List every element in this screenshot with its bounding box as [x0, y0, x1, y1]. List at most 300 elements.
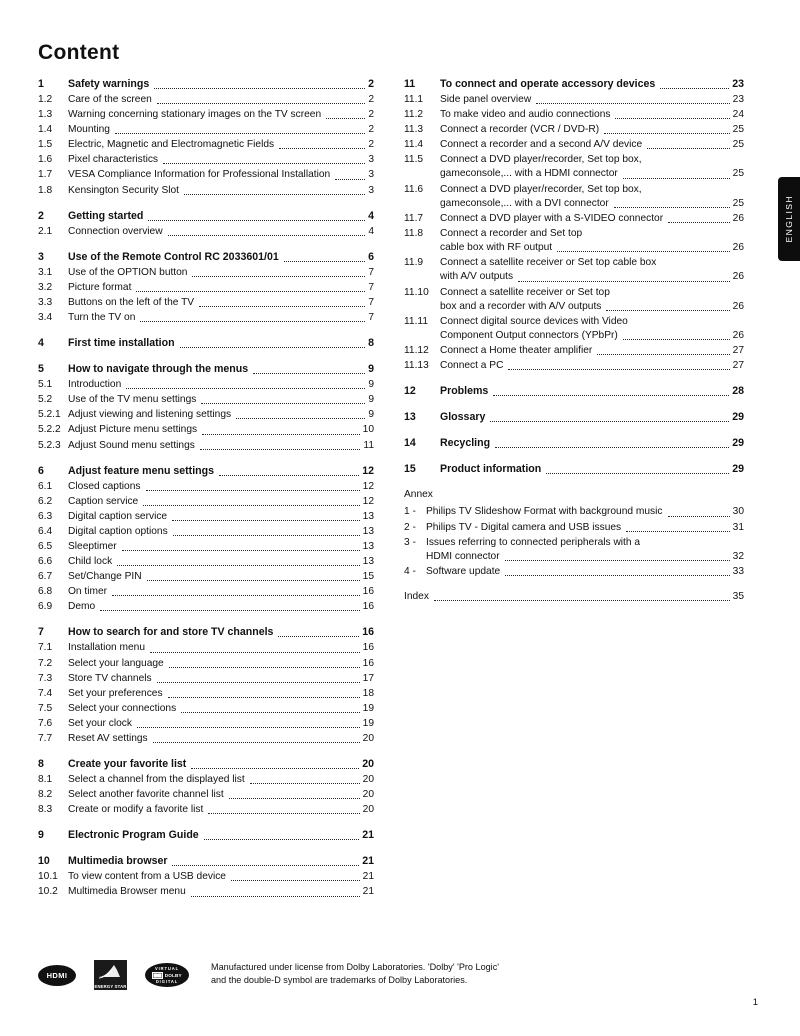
- toc-section-row[interactable]: [38, 137, 374, 152]
- toc-chapter-row[interactable]: [38, 361, 374, 377]
- toc-row-label: Multimedia browser: [68, 855, 168, 868]
- toc-leader-dots: [604, 132, 730, 134]
- toc-leader-dots: [148, 219, 365, 221]
- toc-chapter-row[interactable]: [38, 853, 374, 869]
- toc-leader-dots: [623, 177, 730, 179]
- toc-row-label: Pixel characteristics: [68, 154, 159, 166]
- toc-row-label: Use of the TV menu settings: [68, 394, 197, 406]
- toc-section-row[interactable]: [38, 772, 374, 787]
- toc-row-page-number: 16: [362, 601, 374, 613]
- toc-section-row[interactable]: [38, 869, 374, 884]
- toc-leader-dots: [126, 387, 365, 389]
- toc-row-label: Multimedia Browser menu: [68, 886, 186, 898]
- toc-chapter-row[interactable]: [404, 76, 744, 92]
- toc-row-label: Mounting: [68, 124, 110, 136]
- toc-row-label: Introduction: [68, 379, 122, 391]
- toc-leader-dots: [168, 234, 366, 236]
- toc-leader-dots: [169, 666, 360, 668]
- toc-section-row[interactable]: [404, 182, 744, 197]
- toc-row-number: 1.6: [38, 154, 53, 166]
- toc-section-row[interactable]: [38, 599, 374, 614]
- toc-row-label: Child lock: [68, 556, 113, 568]
- annex-row-number: 2 -: [404, 521, 416, 533]
- toc-row-label: Turn the TV on: [68, 312, 136, 324]
- toc-leader-dots: [100, 609, 359, 611]
- certification-logos: [38, 958, 189, 990]
- toc-section-row[interactable]: [38, 569, 374, 584]
- annex-row[interactable]: [404, 520, 744, 535]
- toc-row-page-number: 17: [362, 672, 374, 684]
- toc-leader-dots: [645, 546, 741, 547]
- toc-row-number: 6.3: [38, 510, 53, 522]
- toc-section-row[interactable]: [404, 300, 744, 314]
- index-row[interactable]: [404, 589, 744, 604]
- toc-group: [38, 756, 374, 817]
- toc-row-page-number: 16: [362, 657, 374, 669]
- toc-row-label: Demo: [68, 601, 96, 613]
- toc-row-number: 11.3: [404, 124, 424, 136]
- toc-row-number: 7: [38, 626, 44, 639]
- toc-section-row[interactable]: [404, 329, 744, 343]
- double-d-icon: [152, 972, 163, 979]
- toc-row-number: 11.10: [404, 286, 429, 298]
- toc-row-label: Adjust Sound menu settings: [68, 439, 195, 451]
- toc-section-row[interactable]: [38, 802, 374, 817]
- toc-section-row[interactable]: [38, 392, 374, 407]
- toc-section-row[interactable]: [404, 122, 744, 137]
- toc-section-row[interactable]: [38, 107, 374, 122]
- toc-leader-dots: [253, 372, 365, 374]
- toc-row-number: 7.4: [38, 687, 53, 699]
- toc-row-number: 8.2: [38, 789, 53, 801]
- toc-leader-dots: [518, 280, 730, 282]
- toc-row-label: To make video and audio connections: [440, 109, 611, 121]
- toc-section-row[interactable]: [38, 509, 374, 524]
- toc-section-row[interactable]: [404, 107, 744, 122]
- toc-row-number: 6.2: [38, 495, 53, 507]
- toc-row-number: 6.7: [38, 571, 53, 583]
- toc-row-label: Kensington Security Slot: [68, 184, 179, 196]
- toc-row-label: How to search for and store TV channels: [68, 626, 274, 639]
- toc-row-label: Connect a satellite receiver or Set top cable box: [440, 257, 657, 269]
- toc-row-number: 11.4: [404, 139, 424, 151]
- toc-section-row[interactable]: [404, 226, 744, 241]
- toc-row-page-number: 7: [368, 296, 374, 308]
- toc-chapter-row[interactable]: [38, 335, 374, 351]
- toc-row-page-number: 20: [362, 789, 374, 801]
- annex-row[interactable]: [404, 504, 744, 519]
- toc-row-number: 1.8: [38, 184, 53, 196]
- toc-row-label: Connect digital source devices with Video: [440, 315, 628, 327]
- toc-row-label: Connect a PC: [440, 360, 504, 372]
- toc-section-row[interactable]: [38, 554, 374, 569]
- toc-section-row[interactable]: [38, 183, 374, 198]
- toc-section-row[interactable]: [38, 377, 374, 392]
- toc-leader-dots: [204, 838, 360, 840]
- page-footer: [38, 958, 738, 990]
- toc-leader-dots: [661, 266, 741, 267]
- toc-row-label: Select another favorite channel list: [68, 789, 224, 801]
- toc-section-row[interactable]: [38, 884, 374, 899]
- double-d-glyph-icon: [153, 973, 162, 978]
- toc-section-row[interactable]: [38, 122, 374, 137]
- annex-row-label: Philips TV Slideshow Format with background music: [426, 506, 663, 518]
- toc-chapter-row[interactable]: [38, 756, 374, 772]
- toc-row-number: 7.7: [38, 733, 53, 744]
- toc-leader-dots: [112, 594, 360, 596]
- toc-section-row[interactable]: [404, 255, 744, 270]
- toc-chapter-row[interactable]: [38, 463, 374, 479]
- toc-leader-dots: [615, 296, 741, 297]
- toc-row-number: 3.4: [38, 312, 53, 324]
- toc-leader-dots: [668, 515, 730, 517]
- toc-row-number: 10.1: [38, 871, 58, 883]
- toc-row-page-number: 29: [732, 463, 744, 476]
- toc-group: [38, 827, 374, 843]
- toc-row-page-number: 20: [362, 774, 374, 786]
- toc-row-label: Connect a DVD player/recorder, Set top box,: [440, 154, 642, 166]
- toc-section-row[interactable]: [38, 671, 374, 686]
- toc-row-label: Set your clock: [68, 717, 132, 729]
- toc-row-page-number: 25: [732, 168, 744, 180]
- toc-row-number: 9: [38, 829, 44, 842]
- toc-leader-dots: [157, 102, 366, 104]
- toc-leader-dots: [181, 711, 359, 713]
- annex-row-page-number: 32: [732, 550, 744, 562]
- dolby-logo-mark: [152, 972, 182, 979]
- toc-group: [404, 76, 744, 373]
- toc-row-page-number: 3: [368, 169, 374, 181]
- toc-leader-dots: [163, 162, 365, 164]
- toc-section-row[interactable]: [38, 438, 374, 453]
- annex-row[interactable]: [404, 535, 744, 550]
- annex-row[interactable]: [404, 550, 744, 564]
- toc-row-label: Picture format: [68, 281, 132, 293]
- toc-leader-dots: [557, 250, 730, 252]
- toc-section-row[interactable]: [404, 314, 744, 329]
- toc-leader-dots: [536, 102, 729, 104]
- toc-leader-dots: [493, 394, 729, 396]
- toc-leader-dots: [140, 320, 365, 322]
- toc-row-number: 8: [38, 758, 44, 771]
- toc-section-row[interactable]: [38, 701, 374, 716]
- toc-leader-dots: [647, 147, 729, 149]
- toc-chapter-row[interactable]: [404, 383, 744, 399]
- toc-section-row[interactable]: [38, 686, 374, 701]
- toc-row-label: Getting started: [68, 209, 144, 222]
- toc-group: [38, 249, 374, 325]
- toc-row-label: Digital caption options: [68, 525, 168, 537]
- toc-row-page-number: 11: [363, 439, 374, 451]
- toc-row-label: Connect a recorder and Set top: [440, 228, 583, 240]
- toc-row-label: Connect a DVD player with a S-VIDEO connector: [440, 212, 664, 224]
- toc-row-number: 6.1: [38, 480, 53, 492]
- toc-section-row[interactable]: [404, 358, 744, 373]
- toc-row-page-number: 7: [368, 312, 374, 324]
- toc-row-page-number: 2: [368, 124, 374, 136]
- toc-row-page-number: 9: [368, 363, 374, 376]
- toc-row-number: 5.2: [38, 394, 53, 406]
- toc-row-number: 8.3: [38, 804, 53, 816]
- toc-row-page-number: 21: [362, 886, 374, 898]
- page-title: Content: [38, 41, 120, 64]
- toc-leader-dots: [168, 696, 360, 698]
- toc-leader-dots: [546, 472, 729, 474]
- toc-row-label: Set/Change PIN: [68, 571, 142, 583]
- toc-leader-dots: [143, 504, 359, 506]
- dolby-license-line-2: and the double-D symbol are trademarks of Dolby Laboratories.: [211, 975, 468, 985]
- toc-section-row[interactable]: [38, 656, 374, 671]
- toc-row-page-number: 25: [732, 197, 744, 209]
- toc-row-number: 7.3: [38, 672, 53, 684]
- toc-section-row[interactable]: [38, 539, 374, 554]
- toc-row-page-number: 24: [732, 109, 744, 121]
- toc-row-label: Adjust viewing and listening settings: [68, 409, 232, 421]
- toc-row-label: Create or modify a favorite list: [68, 804, 204, 816]
- toc-row-page-number: 13: [362, 556, 374, 568]
- annex-row-label: Philips TV - Digital camera and USB issues: [426, 521, 622, 533]
- toc-row-number: 7.2: [38, 657, 53, 669]
- toc-section-row[interactable]: [404, 137, 744, 152]
- toc-row-page-number: 25: [732, 139, 744, 151]
- toc-row-page-number: 2: [368, 109, 374, 121]
- toc-row-number: 11.2: [404, 109, 424, 121]
- toc-section-row[interactable]: [38, 422, 374, 437]
- toc-chapter-row[interactable]: [404, 409, 744, 425]
- toc-leader-dots: [633, 325, 741, 326]
- toc-row-number: 1.7: [38, 169, 53, 181]
- toc-section-row[interactable]: [38, 310, 374, 325]
- toc-section-row[interactable]: [38, 224, 374, 239]
- annex-row-page-number: 31: [732, 521, 744, 533]
- toc-row-page-number: 18: [362, 687, 374, 699]
- energy-star-logo-label: ENERGY STAR: [94, 984, 127, 989]
- toc-row-number: 6.6: [38, 556, 53, 568]
- toc-section-row[interactable]: [38, 295, 374, 310]
- toc-row-number: 6.8: [38, 586, 53, 598]
- toc-row-page-number: 13: [362, 510, 374, 522]
- toc-row-label: Adjust Picture menu settings: [68, 424, 198, 436]
- toc-section-row[interactable]: [38, 787, 374, 802]
- toc-row-page-number: 3: [368, 184, 374, 196]
- toc-chapter-row[interactable]: [38, 208, 374, 224]
- toc-row-number: 11.6: [404, 183, 424, 195]
- toc-row-label: Connect a recorder (VCR / DVD-R): [440, 124, 600, 136]
- toc-section-row[interactable]: [38, 407, 374, 422]
- toc-row-number: 2: [38, 209, 44, 222]
- toc-section-row[interactable]: [404, 270, 744, 284]
- toc-row-page-number: 7: [368, 266, 374, 278]
- toc-section-row[interactable]: [38, 167, 374, 182]
- toc-leader-dots: [150, 651, 360, 653]
- toc-row-number: 8.1: [38, 774, 53, 786]
- toc-section-row[interactable]: [38, 280, 374, 295]
- toc-row-page-number: 21: [362, 871, 374, 883]
- page-number: 1: [752, 997, 758, 1008]
- toc-row-page-number: 23: [732, 78, 744, 90]
- toc-row-page-number: 26: [732, 212, 744, 224]
- toc-leader-dots: [660, 87, 729, 89]
- dolby-license-line-1: Manufactured under license from Dolby Laboratories. 'Dolby' 'Pro Logic': [211, 962, 499, 972]
- toc-leader-dots: [505, 574, 729, 576]
- annex-group: [404, 487, 744, 579]
- toc-row-page-number: 29: [732, 437, 744, 450]
- toc-row-label: Electronic Program Guide: [68, 829, 199, 842]
- toc-group: [404, 409, 744, 425]
- toc-chapter-row[interactable]: [38, 827, 374, 843]
- dolby-logo-top-label: VIRTUAL: [154, 966, 180, 971]
- toc-section-row[interactable]: [404, 167, 744, 181]
- toc-row-number: 3: [38, 250, 44, 263]
- toc-leader-dots: [219, 474, 359, 476]
- toc-leader-dots: [115, 132, 365, 134]
- toc-chapter-row[interactable]: [404, 435, 744, 451]
- toc-row-page-number: 21: [362, 855, 374, 868]
- toc-row-number: 1.3: [38, 109, 53, 121]
- toc-row-label: Product information: [440, 463, 542, 476]
- toc-row-label: Connection overview: [68, 225, 163, 237]
- toc-section-row[interactable]: [404, 241, 744, 255]
- toc-row-number: 11.1: [404, 94, 424, 105]
- toc-row-number: 15: [404, 463, 416, 476]
- annex-row[interactable]: [404, 564, 744, 579]
- toc-group: [38, 76, 374, 198]
- toc-row-page-number: 13: [362, 525, 374, 537]
- toc-row-label: How to navigate through the menus: [68, 363, 249, 376]
- toc-row-label: Use of the Remote Control RC 2033601/01: [68, 250, 279, 263]
- toc-row-number: 7.6: [38, 717, 53, 729]
- energy-star-swoosh-icon: [97, 963, 124, 981]
- toc-leader-dots: [278, 635, 359, 637]
- toc-section-row[interactable]: [38, 731, 374, 746]
- toc-chapter-row[interactable]: [404, 461, 744, 477]
- toc-row-label: Select your language: [68, 657, 164, 669]
- annex-row-page-number: 33: [732, 565, 744, 577]
- toc-chapter-row[interactable]: [38, 76, 374, 92]
- toc-row-page-number: 13: [362, 540, 374, 552]
- dolby-license-text: [211, 958, 499, 987]
- toc-group: [38, 853, 374, 899]
- toc-row-number: 6.5: [38, 540, 53, 552]
- toc-row-label: Adjust feature menu settings: [68, 464, 214, 477]
- toc-row-number: 4: [38, 337, 44, 350]
- toc-leader-dots: [647, 193, 741, 194]
- toc-row-number: 6.9: [38, 601, 53, 613]
- toc-row-page-number: 29: [732, 411, 744, 424]
- toc-section-row[interactable]: [404, 197, 744, 211]
- toc-chapter-row[interactable]: [38, 624, 374, 640]
- toc-leader-dots: [495, 446, 729, 448]
- toc-section-row[interactable]: [404, 211, 744, 226]
- toc-leader-dots: [623, 338, 730, 340]
- toc-chapter-row[interactable]: [38, 249, 374, 265]
- toc-row-page-number: 12: [362, 495, 374, 507]
- toc-row-page-number: 2: [368, 78, 374, 90]
- toc-leader-dots: [173, 534, 360, 536]
- toc-leader-dots: [647, 163, 741, 164]
- toc-section-row[interactable]: [38, 584, 374, 599]
- annex-row-page-number: 30: [732, 506, 744, 518]
- toc-row-page-number: 12: [362, 480, 374, 492]
- annex-row-label: HDMI connector: [426, 550, 500, 562]
- toc-row-label: with A/V outputs: [440, 271, 514, 283]
- toc-section-row[interactable]: [38, 479, 374, 494]
- toc-row-label: Installation menu: [68, 642, 146, 654]
- toc-row-label: Buttons on the left of the TV: [68, 296, 195, 308]
- toc-group: [38, 335, 374, 351]
- toc-row-number: 13: [404, 411, 416, 424]
- toc-row-page-number: 7: [368, 281, 374, 293]
- annex-heading: Annex: [404, 489, 433, 501]
- toc-group: [38, 361, 374, 452]
- toc-row-label: Select your connections: [68, 702, 177, 714]
- toc-section-row[interactable]: [38, 92, 374, 107]
- toc-row-label: To view content from a USB device: [68, 871, 226, 883]
- toc-leader-dots: [490, 420, 729, 422]
- toc-section-row[interactable]: [38, 152, 374, 167]
- toc-section-row[interactable]: [404, 152, 744, 167]
- energy-star-logo-icon: [94, 960, 127, 990]
- toc-leader-dots: [615, 117, 729, 119]
- index-row-label: Index: [404, 591, 429, 603]
- toc-row-label: To connect and operate accessory devices: [440, 78, 656, 90]
- toc-row-page-number: 6: [368, 250, 374, 263]
- toc-row-number: 5.1: [38, 379, 53, 391]
- toc-row-label: gameconsole,... with a HDMI connector: [440, 168, 618, 180]
- toc-row-label: Side panel overview: [440, 94, 532, 105]
- toc-leader-dots: [597, 353, 729, 355]
- toc-leader-dots: [172, 864, 359, 866]
- toc-section-row[interactable]: [38, 494, 374, 509]
- toc-section-row[interactable]: [404, 343, 744, 358]
- toc-row-number: 7.5: [38, 702, 53, 714]
- toc-section-row[interactable]: [38, 716, 374, 731]
- toc-row-label: Care of the screen: [68, 94, 152, 105]
- toc-row-page-number: 26: [732, 242, 744, 254]
- toc-row-label: Closed captions: [68, 480, 141, 492]
- toc-row-label: Connect a Home theater amplifier: [440, 345, 593, 357]
- annex-row-number: 4 -: [404, 565, 416, 577]
- toc-section-row[interactable]: [38, 640, 374, 655]
- toc-leader-dots: [172, 519, 360, 521]
- toc-leader-dots: [668, 221, 730, 223]
- toc-row-page-number: 4: [368, 225, 374, 237]
- toc-row-label: Connect a DVD player/recorder, Set top box,: [440, 183, 642, 195]
- toc-row-label: Recycling: [440, 437, 491, 450]
- toc-row-number: 5.2.1: [38, 409, 61, 421]
- toc-row-label: First time installation: [68, 337, 175, 350]
- hdmi-logo-icon: [38, 965, 76, 986]
- toc-row-page-number: 9: [368, 394, 374, 406]
- toc-row-page-number: 21: [362, 829, 374, 842]
- toc-section-row[interactable]: [404, 92, 744, 107]
- toc-section-row[interactable]: [404, 285, 744, 300]
- toc-row-page-number: 8: [368, 337, 374, 350]
- toc-row-label: Glossary: [440, 411, 486, 424]
- toc-leader-dots: [117, 564, 359, 566]
- toc-row-number: 10: [38, 855, 50, 868]
- toc-row-label: Use of the OPTION button: [68, 266, 188, 278]
- toc-group: [38, 624, 374, 746]
- annex-row-number: 3 -: [404, 536, 416, 548]
- toc-leader-dots: [153, 741, 360, 743]
- toc-row-page-number: 19: [362, 702, 374, 714]
- toc-section-row[interactable]: [38, 524, 374, 539]
- toc-leader-dots: [137, 726, 360, 728]
- toc-section-row[interactable]: [38, 265, 374, 280]
- toc-row-number: 2.1: [38, 225, 53, 237]
- toc-leader-dots: [154, 87, 365, 89]
